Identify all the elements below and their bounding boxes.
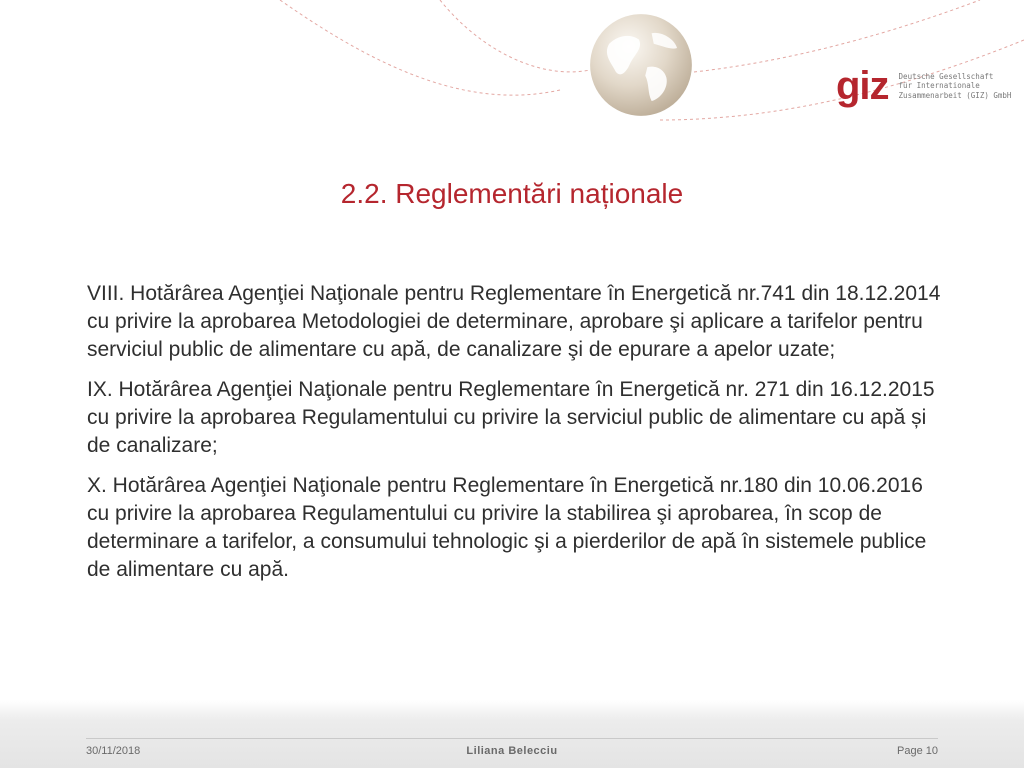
giz-logo	[836, 64, 1012, 108]
giz-logo-line-3: Zusammenarbeit (GIZ) GmbH	[898, 90, 1012, 100]
giz-logo-line-1: Deutsche Gesellschaft	[898, 71, 994, 81]
decor-curve-left-inner	[440, 0, 590, 72]
giz-logo-text	[899, 72, 1012, 101]
footer-page-number: Page 10	[897, 745, 938, 757]
footer-author: Liliana Belecciu	[466, 745, 558, 757]
paragraph-x: X. Hotărârea Agenţiei Naţionale pentru Reglementare în Energetică nr.180 din 10.06.2016 cu privire la aprobarea Regulamentului cu privire la stabilirea şi aprobarea, în scop de determinare a tarifelor, a consumului tehnologic şi a pierderilor de apă în sistemele publice de alimentare cu apă.	[87, 474, 927, 581]
decor-curve-left	[280, 0, 560, 95]
footer-divider	[86, 738, 938, 739]
slide-title: 2.2. Reglementări naționale	[340, 178, 684, 209]
decor-curve-right	[694, 0, 980, 72]
giz-logo-mark: giz	[836, 64, 889, 108]
giz-logo-line-2: für Internationale	[898, 81, 980, 91]
globe-icon	[588, 12, 694, 118]
slide-body	[87, 280, 947, 596]
paragraph-ix: IX. Hotărârea Agenţiei Naţionale pentru Reglementare în Energetică nr. 271 din 16.12.2015 cu privire la aprobarea Regulamentului cu privire la serviciul public de alimentare cu apă și de canalizare;	[87, 378, 935, 457]
footer-date: 30/11/2018	[86, 745, 141, 757]
paragraph-viii: VIII. Hotărârea Agenţiei Naţionale pentru Reglementare în Energetică nr.741 din 18.12.2014 cu privire la aprobarea Metodologiei de determinare, aprobare şi aplicare a tarifelor pentru serviciul public de alimentare cu apă, de canalizare şi de epurare a apelor uzate;	[87, 282, 941, 361]
